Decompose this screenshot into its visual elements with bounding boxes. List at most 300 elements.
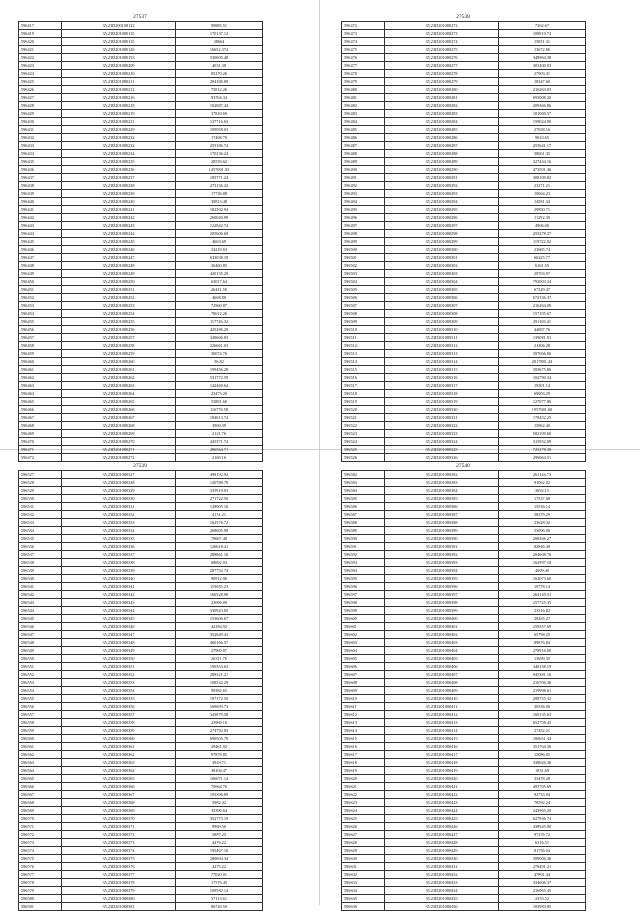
table-row — [19, 94, 263, 102]
amount-cell: 30536.00 — [499, 703, 586, 711]
code-cell: 35.23D201080377 — [62, 871, 176, 879]
code-cell: 35.23D201080310 — [385, 326, 499, 334]
row-id-cell: 596457 — [19, 334, 62, 342]
row-id-cell: 596432 — [19, 134, 62, 142]
code-cell: 35.23D201080125 — [62, 38, 176, 46]
panel-27540 — [341, 463, 585, 911]
code-cell: 35.23D201080327 — [62, 471, 176, 479]
code-cell: 35.23D201080386 — [385, 503, 499, 511]
table-row — [342, 206, 586, 214]
table-row — [342, 863, 586, 871]
row-id-cell: 596525 — [342, 446, 385, 454]
table-row — [19, 495, 263, 503]
amount-cell: 69003.29 — [499, 390, 586, 398]
row-id-cell: 596439 — [19, 190, 62, 198]
amount-cell: 17576.45 — [176, 879, 263, 887]
row-id-cell: 596557 — [19, 711, 62, 719]
row-id-cell: 596451 — [19, 286, 62, 294]
amount-cell: 725278.39 — [499, 446, 586, 454]
code-cell: 35.23D201080250 — [62, 278, 176, 286]
row-id-cell: 596615 — [342, 735, 385, 743]
code-cell: 35.23D201080302 — [385, 262, 499, 270]
amount-cell: 273136.22 — [176, 182, 263, 190]
code-cell: 35.23D201080252 — [62, 294, 176, 302]
table-row — [342, 382, 586, 390]
table-row — [19, 86, 263, 94]
table-row — [19, 503, 263, 511]
table-row — [342, 799, 586, 807]
row-id-cell: 596569 — [19, 807, 62, 815]
code-cell: 35.23D201080349 — [62, 647, 176, 655]
table-row — [19, 182, 263, 190]
table-row — [19, 38, 263, 46]
amount-cell: 274792.83 — [176, 727, 263, 735]
amount-cell: 27969.87 — [176, 647, 263, 655]
amount-cell: 11292.39 — [499, 214, 586, 222]
amount-cell: 85270.26 — [176, 70, 263, 78]
amount-cell: 16652.374 — [176, 46, 263, 54]
table-row — [19, 711, 263, 719]
table-row — [19, 302, 263, 310]
amount-cell: 495705.69 — [499, 783, 586, 791]
code-cell: 35.23D201080421 — [385, 783, 499, 791]
code-cell: 35.23D201080434 — [385, 887, 499, 895]
code-cell: 35.23D201080253 — [62, 302, 176, 310]
amount-cell: 23473.20 — [176, 390, 263, 398]
code-cell: 35.23D201080418 — [385, 759, 499, 767]
amount-cell: 116776.58 — [176, 406, 263, 414]
row-id-cell: 596520 — [342, 406, 385, 414]
panel-27539 — [18, 463, 262, 911]
amount-cell: 9969.50 — [176, 823, 263, 831]
row-id-cell: 596604 — [342, 647, 385, 655]
table-row — [19, 126, 263, 134]
data-table — [341, 470, 586, 911]
amount-cell: 109958.03 — [176, 126, 263, 134]
row-id-cell: 596433 — [19, 142, 62, 150]
amount-cell: 137716.63 — [176, 118, 263, 126]
table-row — [19, 799, 263, 807]
code-cell: 35.23D201080425 — [385, 815, 499, 823]
row-id-cell: 596587 — [342, 511, 385, 519]
code-cell: 35.23D201080276 — [385, 54, 499, 62]
code-cell: 35.23D201080359 — [62, 727, 176, 735]
code-cell: 35.23D201080236 — [62, 166, 176, 174]
amount-cell: 24219.63 — [176, 246, 263, 254]
code-cell: 35.23D201080412 — [385, 711, 499, 719]
code-cell: 35.23D201080257 — [62, 334, 176, 342]
amount-cell: 81756.04 — [499, 847, 586, 855]
row-id-cell: 596428 — [19, 102, 62, 110]
table-row — [19, 422, 263, 430]
table-row — [19, 438, 263, 446]
table-row — [342, 679, 586, 687]
row-id-cell: 596616 — [342, 743, 385, 751]
table-row — [342, 719, 586, 727]
table-row — [342, 446, 586, 454]
table-row — [342, 286, 586, 294]
code-cell: 35.23D201080304 — [385, 278, 499, 286]
row-id-cell: 596505 — [342, 286, 385, 294]
table-row — [342, 655, 586, 663]
table-row — [19, 446, 263, 454]
row-id-cell: 596584 — [342, 487, 385, 495]
table-row — [342, 246, 586, 254]
table-row — [19, 350, 263, 358]
table-row — [342, 326, 586, 334]
amount-cell: 23969.10 — [176, 719, 263, 727]
row-id-cell: 596563 — [19, 759, 62, 767]
code-cell: 35.23D201080416 — [385, 743, 499, 751]
code-cell: 35.23D201080360 — [62, 735, 176, 743]
row-id-cell: 596526 — [342, 454, 385, 462]
table-row — [342, 374, 586, 382]
row-id-cell: 596621 — [342, 783, 385, 791]
table-row — [342, 366, 586, 374]
code-cell: 35.23D201080399 — [385, 607, 499, 615]
amount-cell: 14581.34 — [499, 198, 586, 206]
code-cell: 35.23D201080234 — [62, 150, 176, 158]
row-id-cell: 596479 — [342, 78, 385, 86]
amount-cell: 197172.50 — [176, 695, 263, 703]
amount-cell: 30813.48 — [176, 198, 263, 206]
table-row — [19, 535, 263, 543]
row-id-cell: 596442 — [19, 214, 62, 222]
row-id-cell: 596453 — [19, 302, 62, 310]
table-row — [19, 823, 263, 831]
row-id-cell: 596636 — [342, 903, 385, 911]
table-row — [342, 631, 586, 639]
code-cell: 35.23D201080429 — [385, 847, 499, 855]
code-cell: 35.23D201080292 — [385, 182, 499, 190]
table-row — [19, 390, 263, 398]
table-row — [19, 222, 263, 230]
row-id-cell: 596434 — [19, 150, 62, 158]
code-cell: 35.23D201080265 — [62, 398, 176, 406]
amount-cell: 4699.40 — [499, 567, 586, 575]
code-cell: 35.23D201080435 — [385, 895, 499, 903]
amount-cell: 330923.65 — [176, 607, 263, 615]
row-id-cell: 596613 — [342, 719, 385, 727]
amount-cell: 3929.71 — [176, 759, 263, 767]
row-id-cell: 596472 — [19, 454, 62, 462]
row-id-cell: 596606 — [342, 663, 385, 671]
amount-cell: 2817881.44 — [499, 358, 586, 366]
row-id-cell: 596452 — [19, 294, 62, 302]
row-id-cell: 596448 — [19, 262, 62, 270]
table-row — [19, 615, 263, 623]
amount-cell: 119722.02 — [499, 238, 586, 246]
code-cell: 35.23D201080366 — [62, 783, 176, 791]
code-cell: 35.23D201080350 — [62, 655, 176, 663]
amount-cell: 162997.18 — [499, 559, 586, 567]
table-row — [342, 46, 586, 54]
amount-cell: 255278.37 — [499, 230, 586, 238]
data-table — [18, 21, 263, 462]
table-row — [342, 78, 586, 86]
amount-cell: 38601.35 — [499, 150, 586, 158]
table-row — [19, 791, 263, 799]
table-row — [342, 278, 586, 286]
code-cell: 35.23D201080319 — [385, 398, 499, 406]
code-cell: 35.23D201080264 — [62, 390, 176, 398]
code-cell: 35.23D201080394 — [385, 567, 499, 575]
code-cell: 35.23D201080385 — [385, 495, 499, 503]
amount-cell: 260040.99 — [176, 214, 263, 222]
amount-cell: 67329.47 — [499, 286, 586, 294]
row-id-cell: 596481 — [342, 94, 385, 102]
amount-cell: 47891.44 — [499, 871, 586, 879]
amount-cell: 205606.68 — [176, 230, 263, 238]
amount-cell: 92733.04 — [499, 791, 586, 799]
amount-cell: 17736.88 — [176, 190, 263, 198]
row-id-cell: 596532 — [19, 511, 62, 519]
amount-cell: 181069.57 — [499, 110, 586, 118]
amount-cell: 195467.16 — [176, 847, 263, 855]
row-id-cell: 596549 — [19, 647, 62, 655]
amount-cell: 315952.09 — [499, 438, 586, 446]
row-id-cell: 596619 — [342, 767, 385, 775]
amount-cell: 89876.84 — [499, 639, 586, 647]
row-id-cell: 596424 — [19, 70, 62, 78]
amount-cell: 284186.89 — [176, 78, 263, 86]
code-cell: 35.23D201080373 — [62, 839, 176, 847]
row-id-cell: 596486 — [342, 134, 385, 142]
code-cell: 35.23D201080415 — [385, 735, 499, 743]
code-cell: 35.23D201080371 — [62, 823, 176, 831]
amount-cell: 23628.32 — [499, 519, 586, 527]
row-id-cell: 596577 — [19, 871, 62, 879]
table-row — [19, 695, 263, 703]
row-id-cell: 596470 — [19, 438, 62, 446]
code-cell: 35.23D201080297 — [385, 222, 499, 230]
code-cell: 35.23D201080387 — [385, 511, 499, 519]
table-row — [19, 519, 263, 527]
table-row — [19, 871, 263, 879]
code-cell: 35.23D201080254 — [62, 310, 176, 318]
amount-cell: 17468.70 — [176, 134, 263, 142]
code-cell: 35.23D201080405 — [385, 655, 499, 663]
table-row — [342, 230, 586, 238]
amount-cell: 2353.52 — [499, 895, 586, 903]
code-cell: 35.23D201080305 — [385, 286, 499, 294]
code-cell: 35.23D201080211 — [62, 78, 176, 86]
code-cell: 35.23D201080232 — [62, 142, 176, 150]
code-cell: 35.23D201080424 — [385, 807, 499, 815]
code-cell: 35.23D201080374 — [62, 847, 176, 855]
table-row — [19, 631, 263, 639]
code-cell: 35.23D201080209 — [62, 62, 176, 70]
amount-cell: 23371.21 — [499, 182, 586, 190]
code-cell: 35.23D201080393 — [385, 559, 499, 567]
amount-cell: 3692.15 — [499, 487, 586, 495]
amount-cell: 17537.68 — [499, 495, 586, 503]
row-id-cell: 596489 — [342, 158, 385, 166]
amount-cell: 153606.67 — [176, 615, 263, 623]
code-cell: 35.23D201080403 — [385, 639, 499, 647]
amount-cell: 27903.31 — [499, 70, 586, 78]
table-row — [19, 190, 263, 198]
code-cell: 35.23D201080364 — [62, 767, 176, 775]
table-row — [19, 671, 263, 679]
row-id-cell: 596517 — [342, 382, 385, 390]
table-row — [19, 591, 263, 599]
amount-cell: 287752.74 — [176, 567, 263, 575]
amount-cell: 75812.26 — [176, 86, 263, 94]
amount-cell: 23096.09 — [176, 599, 263, 607]
code-cell: 35.23D201080267 — [62, 414, 176, 422]
table-row — [342, 855, 586, 863]
code-cell: 35.23D201080294 — [385, 198, 499, 206]
code-cell: 35.23D201080285 — [385, 126, 499, 134]
code-cell: 35.23D201080311 — [385, 334, 499, 342]
row-id-cell: 596588 — [342, 519, 385, 527]
row-id-cell: 596528 — [19, 479, 62, 487]
amount-cell: 193396.89 — [176, 791, 263, 799]
code-cell: 35.23D201080125 — [62, 30, 176, 38]
amount-cell: 1957681.60 — [499, 406, 586, 414]
code-cell: 35.23D201080238 — [62, 182, 176, 190]
code-cell: 35.23D201080348 — [62, 639, 176, 647]
table-row — [342, 671, 586, 679]
code-cell: 35.23D201080245 — [62, 238, 176, 246]
table-row — [342, 663, 586, 671]
code-cell: 35.23D201080333 — [62, 519, 176, 527]
row-id-cell: 596628 — [342, 839, 385, 847]
table-row — [19, 374, 263, 382]
row-id-cell: 596574 — [19, 847, 62, 855]
amount-cell: 4663.69 — [176, 238, 263, 246]
table-row — [342, 254, 586, 262]
row-id-cell: 596597 — [342, 591, 385, 599]
row-id-cell: 596617 — [342, 751, 385, 759]
amount-cell: 1831.69 — [499, 767, 586, 775]
code-cell: 35.23D201080363 — [62, 759, 176, 767]
amount-cell: 10664.23 — [499, 190, 586, 198]
table-row — [342, 887, 586, 895]
code-cell: 35.23D201080242 — [62, 214, 176, 222]
code-cell: 35.23D201080379 — [62, 887, 176, 895]
code-cell: 35.23D201080280 — [385, 86, 499, 94]
amount-cell: 159024.90 — [499, 118, 586, 126]
amount-cell: 582109.60 — [499, 430, 586, 438]
code-cell: 35.23D201080291 — [385, 174, 499, 182]
code-cell: 35.23D201080284 — [385, 118, 499, 126]
code-cell: 35.23D201080375 — [62, 855, 176, 863]
table-row — [19, 342, 263, 350]
code-cell: 35.23D200108122 — [62, 22, 176, 30]
amount-cell: 102790.34 — [499, 374, 586, 382]
code-cell: 35.23D201080339 — [62, 567, 176, 575]
row-id-cell: 596634 — [342, 887, 385, 895]
amount-cell: 182502.94 — [176, 206, 263, 214]
code-cell: 35.23D201080335 — [62, 535, 176, 543]
code-cell: 35.23D201080413 — [385, 719, 499, 727]
data-table — [18, 470, 263, 911]
row-id-cell: 596495 — [342, 206, 385, 214]
amount-cell: 3969.39 — [176, 422, 263, 430]
code-cell: 35.23D201080417 — [385, 751, 499, 759]
code-cell: 35.23D201080232 — [62, 134, 176, 142]
row-id-cell: 596465 — [19, 398, 62, 406]
row-id-cell: 596566 — [19, 783, 62, 791]
row-id-cell: 596420 — [19, 38, 62, 46]
amount-cell: 44697.76 — [499, 326, 586, 334]
row-id-cell: 596504 — [342, 278, 385, 286]
row-id-cell: 596484 — [342, 118, 385, 126]
code-cell: 35.23D201080321 — [385, 414, 499, 422]
table-row — [342, 511, 586, 519]
amount-cell: 86720.50 — [176, 903, 263, 911]
amount-cell: 23605.74 — [499, 246, 586, 254]
code-cell: 35.23D201080324 — [385, 438, 499, 446]
code-cell: 35.23D201080381 — [62, 903, 176, 911]
row-id-cell: 596426 — [19, 86, 62, 94]
amount-cell: 219998.61 — [499, 687, 586, 695]
row-id-cell: 596497 — [342, 222, 385, 230]
code-cell: 35.23D201080328 — [62, 479, 176, 487]
row-id-cell: 596605 — [342, 655, 385, 663]
row-id-cell: 596554 — [19, 687, 62, 695]
code-cell: 35.23D201080340 — [62, 575, 176, 583]
amount-cell: 792003.34 — [499, 278, 586, 286]
code-cell: 35.23D201080376 — [62, 863, 176, 871]
row-id-cell: 596562 — [19, 751, 62, 759]
amount-cell: 23316.82 — [499, 607, 586, 615]
table-row — [19, 479, 263, 487]
row-id-cell: 596629 — [342, 847, 385, 855]
code-cell: 35.23D201080286 — [385, 134, 499, 142]
row-id-cell: 596518 — [342, 390, 385, 398]
code-cell: 35.23D201080282 — [385, 102, 499, 110]
code-cell: 35.23D201080309 — [385, 318, 499, 326]
amount-cell: 498192.92 — [176, 471, 263, 479]
amount-cell: 119035.23 — [176, 583, 263, 591]
code-cell: 35.23D201080281 — [385, 94, 499, 102]
code-cell: 35.23D201080423 — [385, 799, 499, 807]
table-row — [342, 182, 586, 190]
row-id-cell: 596494 — [342, 198, 385, 206]
code-cell: 35.23D201080354 — [62, 687, 176, 695]
table-row — [342, 318, 586, 326]
table-row — [19, 46, 263, 54]
code-cell: 35.23D201080357 — [62, 711, 176, 719]
table-row — [19, 142, 263, 150]
code-cell: 35.23D201080298 — [385, 230, 499, 238]
row-id-cell: 596630 — [342, 855, 385, 863]
row-id-cell: 596586 — [342, 503, 385, 511]
amount-cell: 170236.24 — [176, 150, 263, 158]
table-row — [342, 639, 586, 647]
row-id-cell: 596527 — [19, 471, 62, 479]
row-id-cell: 596430 — [19, 118, 62, 126]
row-id-cell: 596620 — [342, 775, 385, 783]
row-id-cell: 596446 — [19, 246, 62, 254]
table-row — [342, 174, 586, 182]
row-id-cell: 596471 — [19, 446, 62, 454]
row-id-cell: 596478 — [342, 70, 385, 78]
row-id-cell: 596512 — [342, 342, 385, 350]
amount-cell: 29703.97 — [499, 270, 586, 278]
amount-cell: 65798.25 — [499, 631, 586, 639]
code-cell: 35.23D201080430 — [385, 855, 499, 863]
panel-title: 27540 — [456, 463, 470, 469]
amount-cell: 257725.35 — [499, 599, 586, 607]
row-id-cell: 596579 — [19, 887, 62, 895]
code-cell: 35.23D201080263 — [62, 382, 176, 390]
amount-cell: 142469.64 — [176, 382, 263, 390]
row-id-cell: 596556 — [19, 703, 62, 711]
